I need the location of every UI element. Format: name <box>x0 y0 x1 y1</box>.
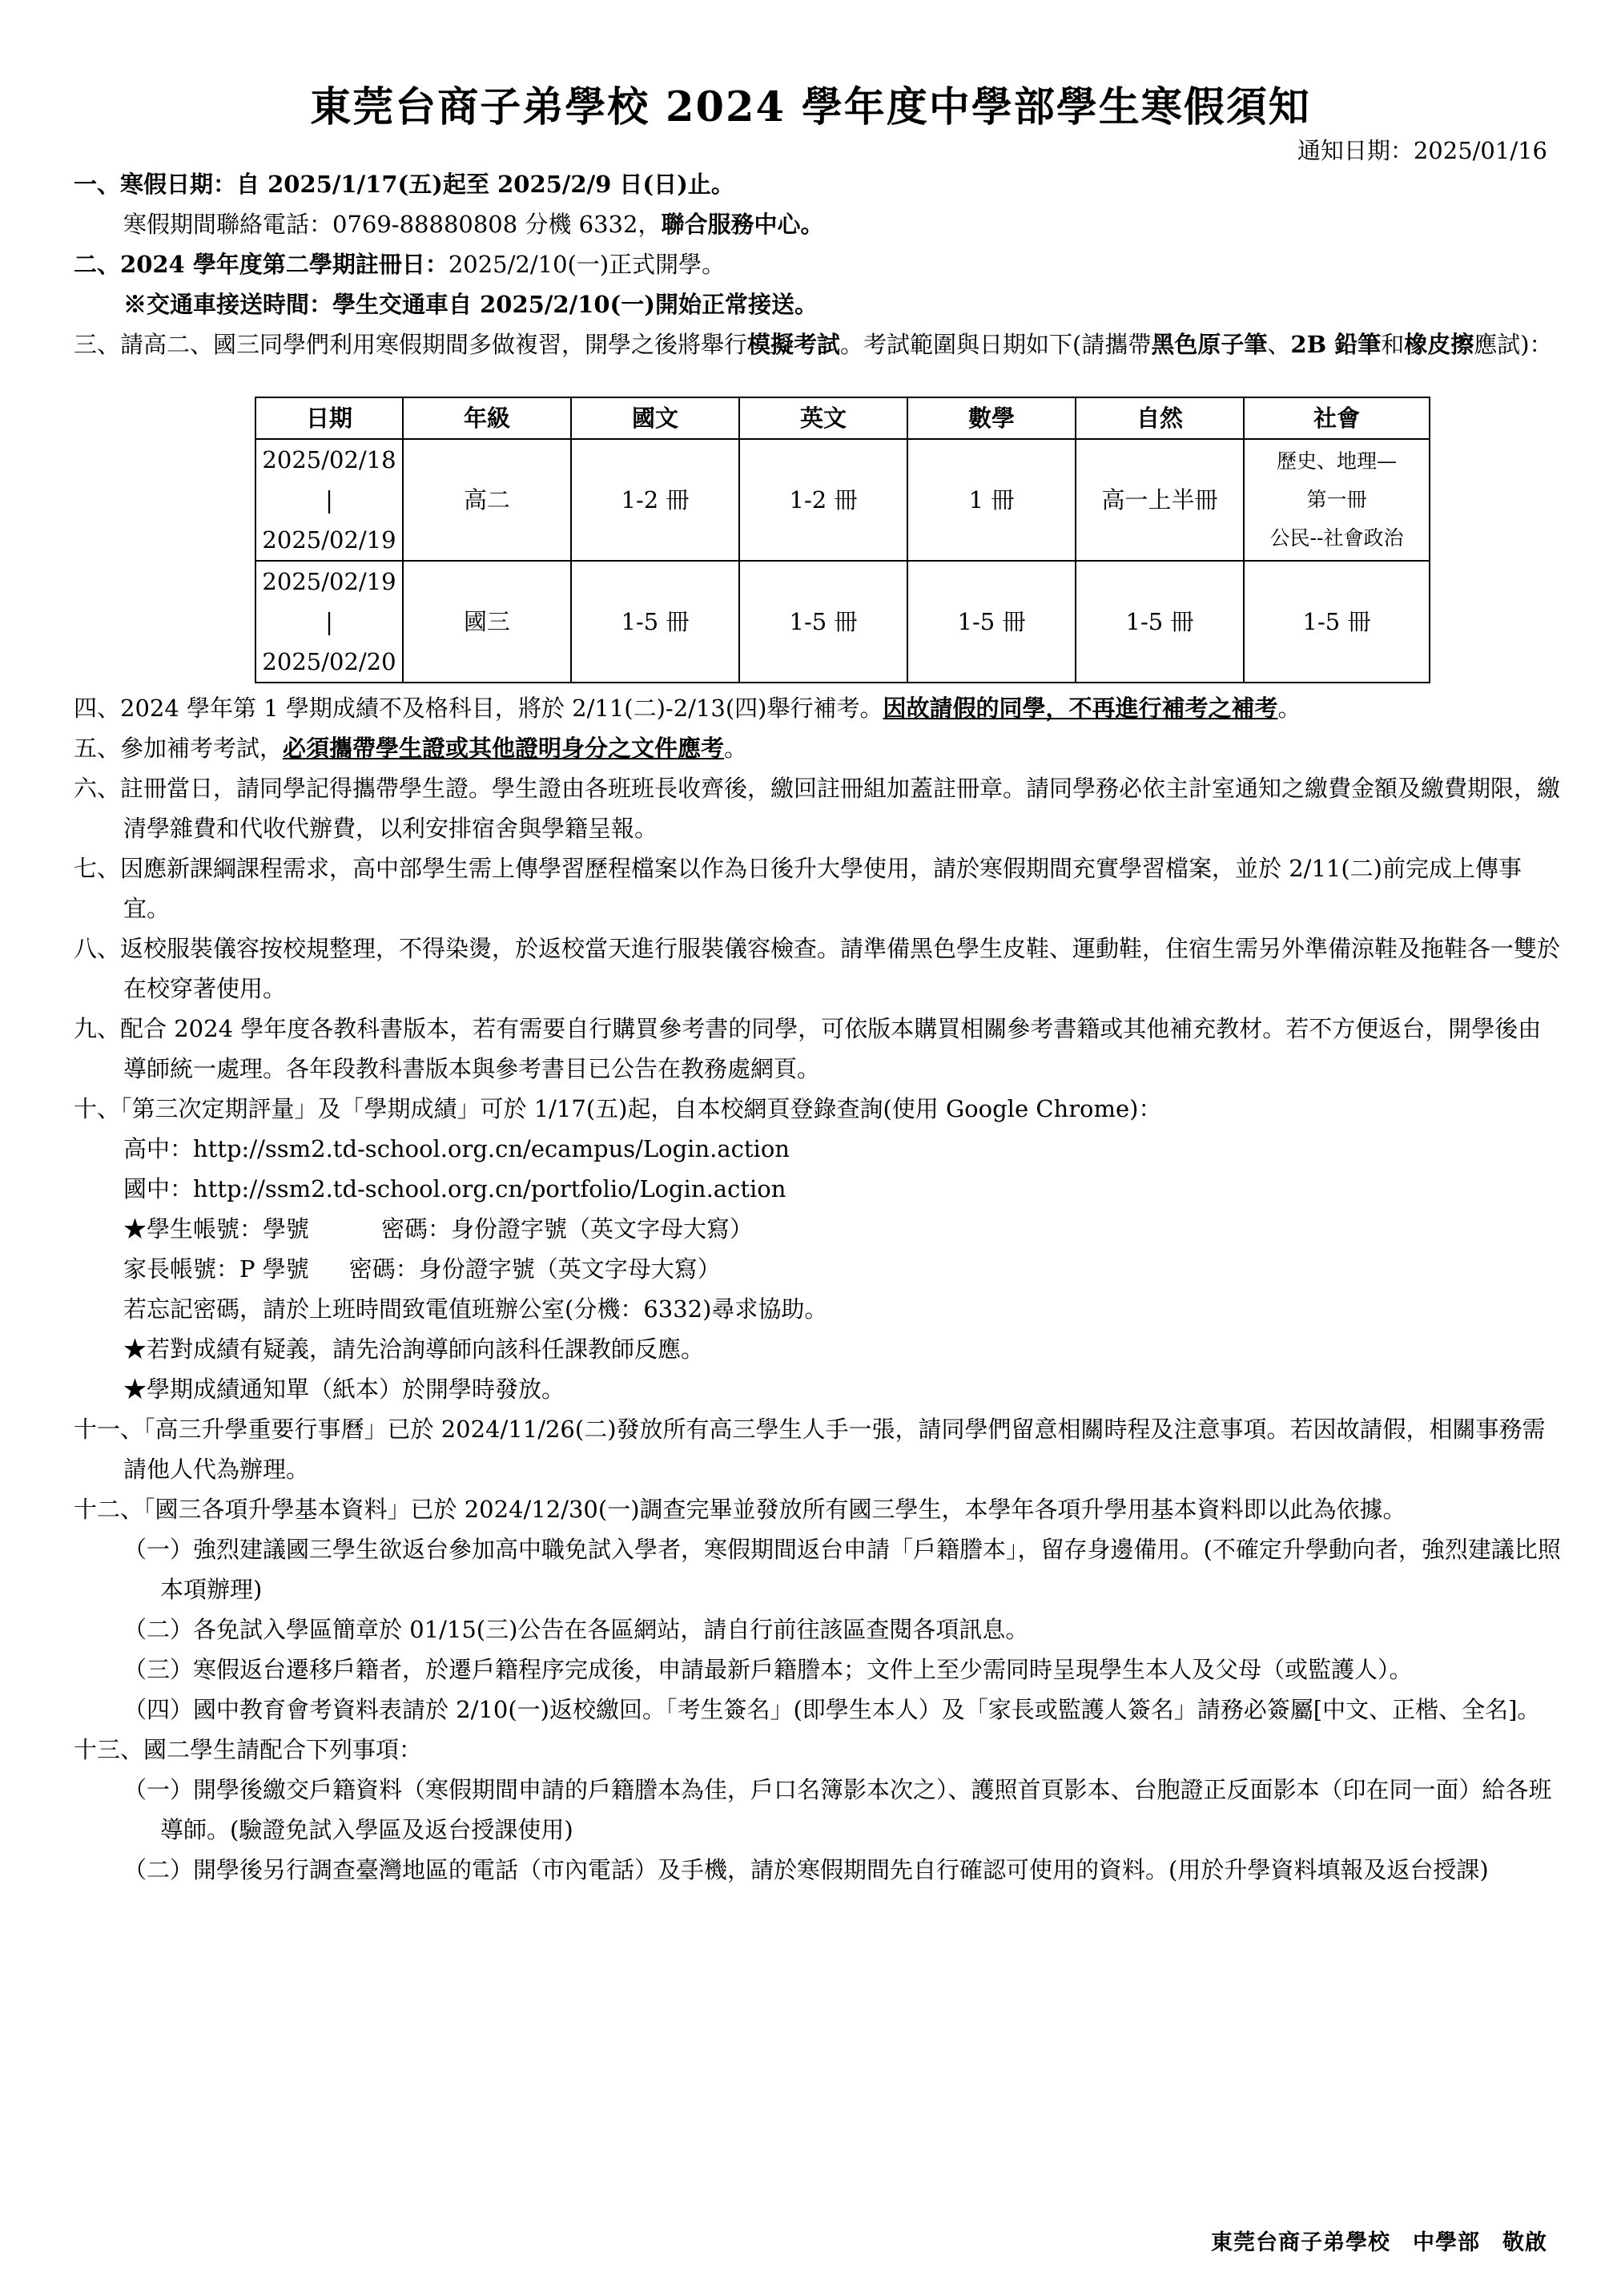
section-1-phone: 寒假期間聯絡電話：0769-88880808 分機 6332， <box>123 211 662 238</box>
section-4-text: 2024 學年第 1 學期成績不及格科目，將於 2/11(二)-2/13(四)舉行補考。 <box>120 695 883 722</box>
section-12-num: 十二、 <box>74 1496 144 1523</box>
header-english: 英文 <box>739 397 907 439</box>
report-card-note: ★學期成績通知單（紙本）於開學時發放。 <box>123 1376 565 1403</box>
section-3-pencil: 2B 鉛筆 <box>1290 331 1382 358</box>
parent-account-line <box>74 1249 1563 1289</box>
section-13 <box>74 1730 1563 1770</box>
section-13-num: 十三、 <box>74 1736 144 1763</box>
header-social: 社會 <box>1244 397 1430 439</box>
section-2-label: 2024 學年度第二學期註冊日： <box>120 251 448 278</box>
section-10 <box>74 1089 1563 1129</box>
section-1-num: 一、 <box>74 171 121 198</box>
section-8-num: 八、 <box>74 935 121 962</box>
section-3 <box>74 324 1563 365</box>
section-11-num: 十一、 <box>74 1416 144 1443</box>
section-3-text-4: 和 <box>1381 331 1405 358</box>
table-row <box>255 561 1430 683</box>
table-header-row <box>255 397 1430 439</box>
section-9-num: 九、 <box>74 1015 121 1042</box>
row-1-social-a: 歷史、地理— <box>1276 449 1397 473</box>
page-title: 東莞台商子弟學校 2024 學年度中學部學生寒假須知 <box>310 83 1311 131</box>
section-3-eraser: 橡皮擦 <box>1404 331 1474 358</box>
section-2-bus-text: ※交通車接送時間：學生交通車自 2025/2/10(一)開始正常接送。 <box>123 291 818 318</box>
row-1-date-end: 2025/02/19 <box>262 526 396 554</box>
section-7-text: 因應新課綱課程需求，高中部學生需上傳學習歷程檔案以作為日後升大學使用，請於寒假期間充實學習檔案，並於 2/11(二)前完成上傳事宜。 <box>120 855 1522 922</box>
section-6-num: 六、 <box>74 775 121 802</box>
row-1-date-start: 2025/02/18 <box>262 446 396 473</box>
section-7 <box>74 848 1563 928</box>
section-4-end: 。 <box>1277 695 1301 722</box>
footer-signature: 東莞台商子弟學校 中學部 敬啟 <box>1211 2230 1547 2255</box>
section-10-num: 十、 <box>74 1095 121 1122</box>
row-2-date-sep: | <box>325 608 333 635</box>
section-5 <box>74 728 1563 768</box>
section-12-item-2: （二）各免試入學區簡章於 01/15(三)公告在各區網站，請自行前往該區查閱各項訊息。 <box>123 1616 1029 1643</box>
section-12-text: 「國三各項升學基本資料」已於 2024/12/30(一)調查完畢並發放所有國三學生，本學年各項升學用基本資料即以此為依據。 <box>143 1496 1406 1523</box>
section-13-text: 國二學生請配合下列事項： <box>143 1736 423 1763</box>
header-science: 自然 <box>1076 397 1244 439</box>
section-13-item-1: （一）開學後繳交戶籍資料（寒假期間申請的戶籍謄本為佳，戶口名簿影本次之）、護照首頁影本、台胞證正反面影本（印在同一面）給各班導師。(驗證免試入學區及返台授課使用) <box>123 1776 1552 1843</box>
section-6 <box>74 768 1563 848</box>
row-2-date <box>255 561 403 683</box>
row-1-chinese: 1-2 冊 <box>571 439 739 561</box>
student-password: 密碼：身份證字號（英文字母大寫） <box>381 1215 754 1243</box>
section-4-emphasis: 因故請假的同學，不再進行補考之補考 <box>883 695 1278 722</box>
section-12-item-3: （三）寒假返台遷移戶籍者，於遷戶籍程序完成後，申請最新戶籍謄本；文件上至少需同時呈現學生本人及父母（或監護人）。 <box>123 1656 1413 1683</box>
row-1-date-sep: | <box>325 486 333 514</box>
section-3-text-1: 請高二、國三同學們利用寒假期間多做複習，開學之後將舉行 <box>120 331 748 358</box>
row-1-date <box>255 439 403 561</box>
row-2-grade: 國三 <box>403 561 571 683</box>
section-2-bus <box>74 284 1563 324</box>
section-12 <box>74 1489 1563 1529</box>
section-5-end: 。 <box>724 735 748 762</box>
section-3-text-5: 應試)： <box>1474 331 1553 358</box>
section-2-num: 二、 <box>74 251 121 278</box>
row-2-science: 1-5 冊 <box>1076 561 1244 683</box>
section-1-dates: 寒假日期：自 2025/1/17(五)起至 2025/2/9 日(日)止。 <box>120 171 734 198</box>
section-12-item-4: （四）國中教育會考資料表請於 2/10(一)返校繳回。「考生簽名」(即學生本人）及「家長或監護人簽名」請務必簽屬[中文、正楷、全名]。 <box>123 1696 1541 1723</box>
parent-password: 密碼：身份證字號（英文字母大寫） <box>348 1255 721 1283</box>
section-10-text: 「第三次定期評量」及「學期成績」可於 1/17(五)起，自本校網頁登錄查詢(使用 Google Chrome)： <box>120 1095 1162 1122</box>
section-12-item-1: （一）強烈建議國三學生欲返台參加高中職免試入學者，寒假期間返台申請「戶籍謄本」，留存身邊備用。(不確定升學動向者，強烈建議比照本項辦理) <box>123 1536 1561 1603</box>
row-1-grade: 高二 <box>403 439 571 561</box>
table-row <box>255 439 1430 561</box>
row-2-math: 1-5 冊 <box>907 561 1076 683</box>
notice-date: 通知日期：2025/01/16 <box>1297 137 1547 164</box>
section-2-date: 2025/2/10(一)正式開學。 <box>448 251 726 278</box>
section-3-text-3: 、 <box>1267 331 1291 358</box>
section-13-item-2: （二）開學後另行調查臺灣地區的電話（市內電話）及手機，請於寒假期間先自行確認可使用的資料。(用於升學資料填報及返台授課) <box>123 1856 1489 1883</box>
section-11-text: 「高三升學重要行事曆」已於 2024/11/26(二)發放所有高三學生人手一張，請同學們留意相關時程及注意事項。若因故請假，相關事務需請他人代為辦理。 <box>123 1416 1546 1483</box>
row-1-math: 1 冊 <box>907 439 1076 561</box>
student-account-line <box>74 1209 1563 1249</box>
section-5-emphasis: 必須攜帶學生證或其他證明身分之文件應考 <box>283 735 725 762</box>
row-2-date-start: 2025/02/19 <box>262 568 396 595</box>
junior-high-link[interactable]: 國中：http://ssm2.td-school.org.cn/portfolio/Login.action <box>123 1175 786 1202</box>
section-4 <box>74 688 1563 728</box>
section-3-num: 三、 <box>74 331 121 358</box>
row-1-social-c: 公民--社會政治 <box>1269 526 1404 550</box>
section-8-text: 返校服裝儀容按校規整理，不得染燙，於返校當天進行服裝儀容檢查。請準備黑色學生皮鞋、運動鞋，住宿生需另外準備涼鞋及拖鞋各一雙於在校穿著使用。 <box>120 935 1561 1002</box>
section-5-text: 參加補考考試， <box>120 735 284 762</box>
high-school-link[interactable]: 高中：http://ssm2.td-school.org.cn/ecampus/Login.action <box>123 1135 790 1162</box>
row-2-english: 1-5 冊 <box>739 561 907 683</box>
section-9-text: 配合 2024 學年度各教科書版本，若有需要自行購買參考書的同學，可依版本購買相關參考書籍或其他補充教材。若不方便返台，開學後由導師統一處理。各年段教科書版本與參考書目已公告在教務處網頁。 <box>120 1015 1542 1082</box>
header-chinese: 國文 <box>571 397 739 439</box>
exam-schedule-table <box>255 397 1430 683</box>
row-2-social: 1-5 冊 <box>1244 561 1430 683</box>
grade-doubt-note: ★若對成績有疑義，請先洽詢導師向該科任課教師反應。 <box>123 1335 705 1363</box>
row-1-social <box>1244 439 1430 561</box>
section-6-text: 註冊當日，請同學記得攜帶學生證。學生證由各班班長收齊後，繳回註冊組加蓋註冊章。請同學務必依主計室通知之繳費金額及繳費期限，繳清學雜費和代收代辦費，以利安排宿舍與學籍呈報。 <box>120 775 1561 842</box>
section-4-num: 四、 <box>74 695 121 722</box>
row-2-date-end: 2025/02/20 <box>262 648 396 675</box>
header-math: 數學 <box>907 397 1076 439</box>
section-11 <box>74 1409 1563 1489</box>
section-3-mock-exam: 模擬考試 <box>747 331 841 358</box>
forgot-password-note: 若忘記密碼，請於上班時間致電值班辦公室(分機：6332)尋求協助。 <box>123 1295 828 1323</box>
student-account: ★學生帳號：學號 <box>123 1215 310 1243</box>
section-7-num: 七、 <box>74 855 121 882</box>
section-1-service-center: 聯合服務中心。 <box>661 211 824 238</box>
parent-account: 家長帳號：P 學號 <box>123 1255 309 1283</box>
row-1-science: 高一上半冊 <box>1076 439 1244 561</box>
section-3-pen: 黑色原子筆 <box>1151 331 1268 358</box>
section-1 <box>74 164 1563 204</box>
row-1-english: 1-2 冊 <box>739 439 907 561</box>
section-3-text-2: 。考試範圍與日期如下(請攜帶 <box>840 331 1152 358</box>
row-1-social-b: 第一冊 <box>1306 488 1367 511</box>
document-body <box>74 164 1563 1890</box>
section-8 <box>74 928 1563 1009</box>
header-grade: 年級 <box>403 397 571 439</box>
section-2 <box>74 244 1563 284</box>
row-2-chinese: 1-5 冊 <box>571 561 739 683</box>
section-1-contact <box>74 204 1563 244</box>
header-date: 日期 <box>255 397 403 439</box>
section-9 <box>74 1009 1563 1089</box>
section-5-num: 五、 <box>74 735 121 762</box>
